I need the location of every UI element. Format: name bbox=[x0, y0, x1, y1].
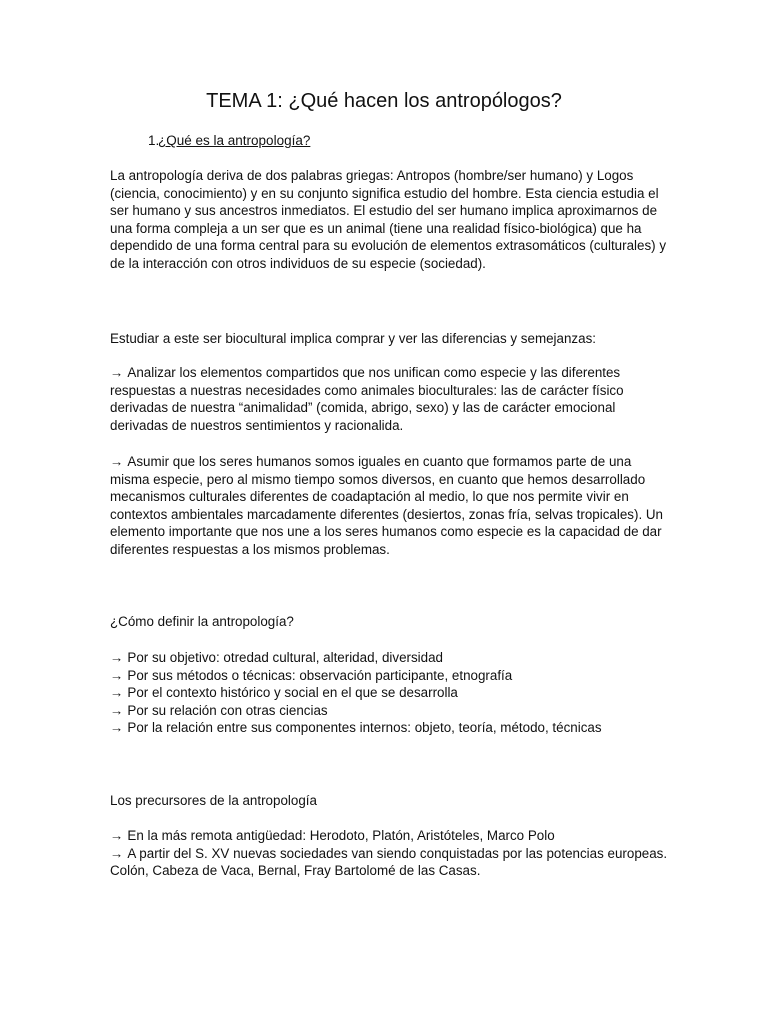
section-number: 1. bbox=[148, 133, 160, 148]
list-item: → Por sus métodos o técnicas: observación participante, etnografía bbox=[110, 667, 513, 683]
arrow-icon: → bbox=[110, 845, 124, 861]
list-item: → Por la relación entre sus componentes internos: objeto, teoría, método, técnicas bbox=[110, 720, 602, 736]
definir-heading: ¿Cómo definir la antropología? bbox=[110, 614, 294, 629]
list-item: → Por su relación con otras ciencias bbox=[110, 702, 328, 718]
bullet-text: Asumir que los seres humanos somos iguales en cuanto que formamos parte de una misma especie, pero al mismo tiempo somos diversos, en cuanto que hemos desarrollado mecanismos culturales diferentes de coadaptación al medio, lo que nos permite vivir en contextos ambientales marcadamente diferentes (desiertos, zonas fría, selvas tropicales). Un elemento importante que nos une a los seres humanos como especie es la capacidad de dar diferentes respuestas a los mismos problemas. bbox=[110, 454, 663, 557]
precursores-heading: Los precursores de la antropología bbox=[110, 793, 317, 808]
document-title: TEMA 1: ¿Qué hacen los antropólogos? bbox=[206, 90, 562, 112]
precursores-list bbox=[110, 827, 670, 880]
bullet-text: Analizar los elementos compartidos que nos unifican como especie y las diferentes respuestas a nuestras necesidades como animales bioculturales: las de carácter físico derivadas de nuestra “animalidad” (comida, abrigo, sexo) y las de carácter emocional derivadas de nuestros sentimientos y racionalida. bbox=[110, 365, 624, 433]
arrow-icon: → bbox=[110, 828, 124, 843]
list-item: → En la más remota antigüedad: Herodoto, Platón, Aristóteles, Marco Polo bbox=[110, 828, 555, 843]
arrow-icon: → bbox=[110, 365, 124, 380]
list-item: → Por el contexto histórico y social en el que se desarrolla bbox=[110, 685, 458, 701]
bullet-paragraph-1 bbox=[110, 364, 670, 434]
arrow-icon: → bbox=[110, 685, 124, 701]
intro-paragraph: La antropología deriva de dos palabras griegas: Antropos (hombre/ser humano) y Logos (ciencia, conocimiento) y en su conjunto significa estudio del hombre. Esta ciencia estudia el ser humano y sus ancestros inmediatos. El estudio del ser humano implica aproximarnos de una forma compleja a un ser que es un animal (tiene una realidad físico-biológica) que ha dependido de una forma central para su evolución de elementos extrasomáticos (culturales) y de la interacción con otros individuos de su especie (sociedad). bbox=[110, 168, 667, 271]
list-item: → A partir del S. XV nuevas sociedades van siendo conquistadas por las potencias europeas. Colón, Cabeza de Vaca, Bernal, Fray Bartolomé de las Casas. bbox=[110, 845, 668, 879]
arrow-icon: → bbox=[110, 720, 124, 736]
arrow-icon: → bbox=[110, 454, 124, 469]
list-item: → Por su objetivo: otredad cultural, alteridad, diversidad bbox=[110, 650, 443, 665]
arrow-icon: → bbox=[110, 667, 124, 683]
arrow-icon: → bbox=[110, 702, 124, 718]
definir-list bbox=[110, 649, 670, 737]
biocultural-paragraph: Estudiar a este ser biocultural implica comprar y ver las diferencias y semejanzas: bbox=[110, 331, 596, 346]
section-heading bbox=[148, 132, 310, 150]
arrow-icon: → bbox=[110, 650, 124, 665]
bullet-paragraph-2 bbox=[110, 453, 670, 559]
section-heading-text: ¿Qué es la antropología? bbox=[158, 133, 311, 148]
